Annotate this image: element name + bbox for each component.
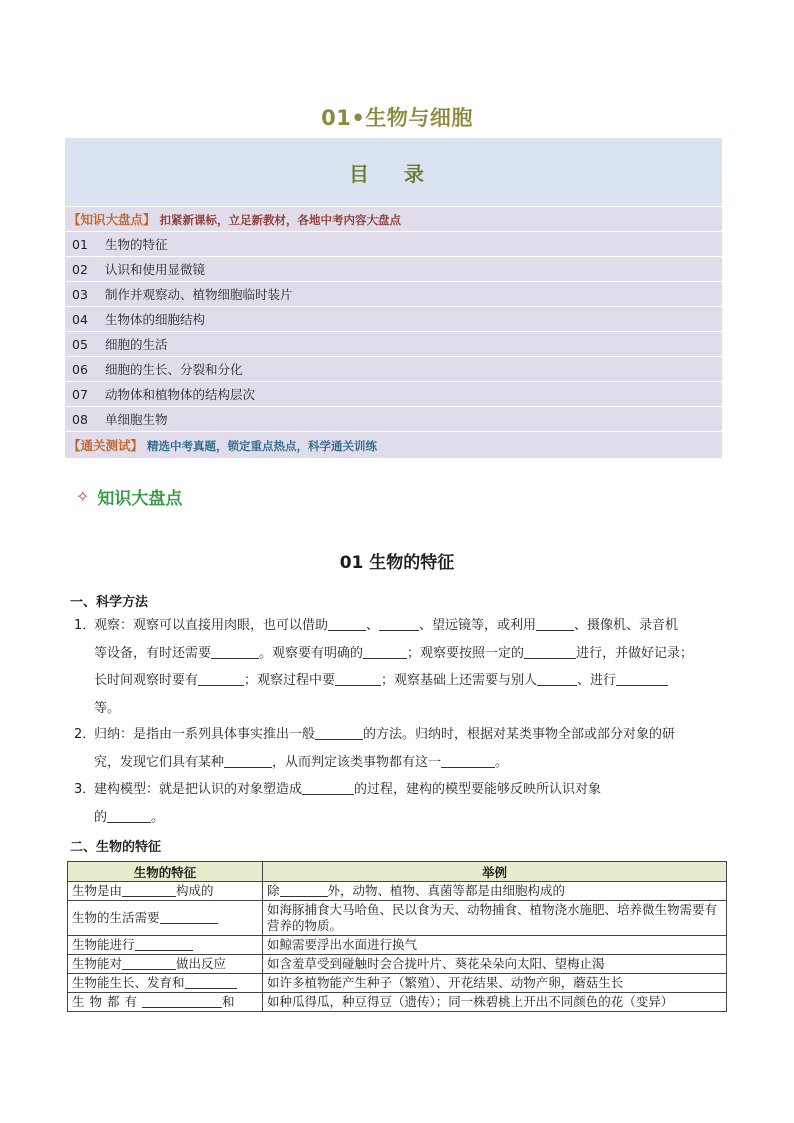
toc-item-label: 生物的特征: [105, 237, 168, 252]
toc-item[interactable]: [65, 232, 722, 257]
paragraph-line: [74, 640, 726, 668]
toc-item-num: 07: [72, 386, 88, 402]
fill-blank[interactable]: [224, 753, 272, 768]
text-run: ；观察过程中要: [244, 673, 336, 688]
feature-cell: [68, 993, 263, 1012]
fill-blank[interactable]: [379, 616, 419, 631]
text-run: 除: [267, 883, 280, 898]
paragraph-line: [74, 612, 726, 640]
paragraph-line: [74, 667, 726, 695]
paragraph-line: [74, 776, 726, 804]
fill-blank[interactable]: [122, 957, 176, 970]
toc-item-label: 细胞的生活: [105, 337, 168, 352]
toc-test-label: 【通关测试】: [68, 438, 144, 453]
text-run: 建构模型：就是把认识的对象塑造成: [94, 782, 303, 797]
part2-heading: 二、生物的特征: [70, 840, 162, 855]
example-cell: 如海豚捕食大马哈鱼、民以食为天、动物捕食、植物浇水施肥、培养微生物需要有营养的物质。: [263, 901, 727, 936]
toc-item-num: 05: [72, 336, 88, 352]
table-row: [68, 993, 727, 1012]
fill-blank[interactable]: [441, 753, 495, 768]
fill-blank[interactable]: [302, 780, 354, 795]
text-run: ；观察基础上还需要与别人: [381, 673, 538, 688]
fill-blank[interactable]: [616, 671, 668, 686]
text-run: 构成的: [176, 883, 214, 898]
toc-knowledge-desc: 扣紧新课标，立足新教材，各地中考内容大盘点: [159, 213, 402, 227]
example-cell: 如种瓜得瓜，种豆得豆（遗传）；同一株碧桃上开出不同颜色的花（变异）: [263, 993, 727, 1012]
fill-blank[interactable]: [537, 671, 577, 686]
document-title: 01•生物与细胞: [321, 106, 473, 130]
table-row: [68, 955, 727, 974]
paragraph-line: [74, 721, 726, 749]
paragraph-num: 1．: [74, 618, 96, 633]
text-run: 生物能对: [72, 956, 123, 971]
toc-heading: 目 录: [65, 138, 722, 207]
text-run: ，从而判定该类事物都有这一: [272, 754, 442, 770]
fill-blank[interactable]: [211, 644, 259, 659]
toc-item[interactable]: [65, 407, 722, 432]
sparkle-icon: ✧: [76, 487, 90, 506]
text-run: 。: [151, 809, 165, 825]
toc-section-knowledge[interactable]: [65, 207, 722, 232]
toc-item-label: 生物体的细胞结构: [105, 312, 206, 327]
knowledge-heading-text: 知识大盘点: [97, 489, 183, 509]
toc-item-num: 01: [72, 236, 88, 252]
toc-item-label: 细胞的生长、分裂和分化: [105, 362, 243, 377]
fill-blank[interactable]: [536, 616, 574, 631]
toc-item-num: 06: [72, 361, 88, 377]
paragraph-line: [74, 749, 726, 777]
text-run: 生物的生活需要: [72, 910, 160, 925]
text-run: 等设备，有时还需要: [94, 645, 212, 661]
paragraph-num: 2．: [74, 727, 96, 742]
fill-blank[interactable]: [280, 884, 328, 897]
feature-cell: [68, 901, 263, 936]
fill-blank[interactable]: [135, 938, 193, 951]
text-run: 和: [222, 994, 235, 1009]
text-run: 、望远镜等，或利用: [419, 618, 537, 633]
fill-blank[interactable]: [185, 976, 237, 989]
paragraph-num: 3．: [74, 782, 96, 797]
example-cell: 如许多植物能产生种子（繁殖）、开花结果、动物产卵，蘑菇生长: [263, 974, 727, 993]
text-run: 外，动物、植物、真菌等都是由细胞构成的: [327, 883, 566, 898]
text-run: 长时间观察时要有: [94, 673, 199, 688]
fill-blank[interactable]: [107, 808, 151, 823]
feature-cell: [68, 974, 263, 993]
text-run: 的过程，建构的模型要能够反映所认识对象: [354, 782, 602, 797]
fill-blank[interactable]: [524, 644, 576, 659]
feature-cell: [68, 882, 263, 901]
text-run: 、进行: [577, 673, 617, 688]
text-run: 生物都有: [72, 994, 143, 1009]
table-header-row: [68, 862, 727, 882]
toc-section-test[interactable]: [65, 432, 722, 459]
column-header: 举例: [263, 862, 727, 882]
toc-item-label: 制作并观察动、植物细胞临时装片: [105, 287, 293, 302]
text-run: 生物能生长、发育和: [72, 975, 185, 990]
toc-item[interactable]: [65, 332, 722, 357]
paragraph-induction: [74, 721, 726, 776]
text-run: 究，发现它们具有某种: [94, 754, 225, 770]
text-run: ；观察要按照一定的: [407, 645, 525, 661]
toc-item[interactable]: [65, 307, 722, 332]
toc-test-desc: 精选中考真题，锁定重点热点，科学通关训练: [147, 439, 378, 453]
fill-blank[interactable]: [198, 671, 244, 686]
toc-item-num: 02: [72, 261, 88, 277]
fill-blank[interactable]: [328, 616, 366, 631]
text-run: 等。: [94, 700, 121, 716]
knowledge-heading: [76, 484, 182, 509]
paragraph-line: [74, 804, 726, 832]
fill-blank[interactable]: [363, 644, 407, 659]
example-cell: 如含羞草受到碰触时会合拢叶片、葵花朵朵向太阳、望梅止渴: [263, 955, 727, 974]
text-run: 生物能进行: [72, 937, 135, 952]
text-run: 的: [94, 809, 108, 825]
feature-cell: [68, 955, 263, 974]
text-run: 归纳：是指由一系列具体事实推出一般: [94, 727, 316, 742]
table-row: [68, 882, 727, 901]
table-of-contents: [65, 138, 722, 459]
part1-heading: 一、科学方法: [70, 595, 149, 610]
text-run: 进行，并做好记录；: [576, 645, 694, 661]
toc-item-label: 动物体和植物体的结构层次: [105, 387, 256, 402]
text-run: 生物是由: [72, 883, 123, 898]
text-run: 观察：观察可以直接用肉眼，也可以借助: [94, 618, 329, 633]
paragraph-modeling: [74, 776, 726, 831]
table-row: [68, 936, 727, 955]
toc-item-label: 单细胞生物: [105, 412, 168, 427]
fill-blank[interactable]: [315, 725, 363, 740]
toc-knowledge-label: 【知识大盘点】: [68, 212, 156, 227]
paragraph-line: [74, 695, 726, 723]
example-cell: [263, 882, 727, 901]
fill-blank[interactable]: [142, 995, 222, 1008]
toc-item[interactable]: [65, 257, 722, 282]
table-row: [68, 901, 727, 936]
example-cell: 如鲸需要浮出水面进行换气: [263, 936, 727, 955]
paragraph-observation: [74, 612, 726, 722]
text-run: 。观察要有明确的: [259, 645, 364, 661]
toc-item-label: 认识和使用显微镜: [105, 262, 206, 277]
text-run: 、: [366, 618, 380, 633]
column-header: 生物的特征: [68, 862, 263, 882]
toc-item[interactable]: [65, 382, 722, 407]
text-run: 做出反应: [176, 956, 227, 971]
text-run: 。: [495, 754, 509, 770]
toc-item[interactable]: [65, 357, 722, 382]
toc-item-num: 04: [72, 311, 88, 327]
text-run: 的方法。归纳时，根据对某类事物全部或部分对象的研: [363, 727, 676, 742]
section-title: 01 生物的特征: [339, 553, 455, 573]
feature-cell: [68, 936, 263, 955]
fill-blank[interactable]: [160, 911, 218, 924]
fill-blank[interactable]: [122, 884, 176, 897]
table-row: [68, 974, 727, 993]
toc-item[interactable]: [65, 282, 722, 307]
toc-item-num: 03: [72, 286, 88, 302]
fill-blank[interactable]: [335, 671, 381, 686]
features-table: [67, 861, 727, 1012]
text-run: 、摄像机、录音机: [574, 618, 679, 633]
toc-item-num: 08: [72, 411, 88, 427]
